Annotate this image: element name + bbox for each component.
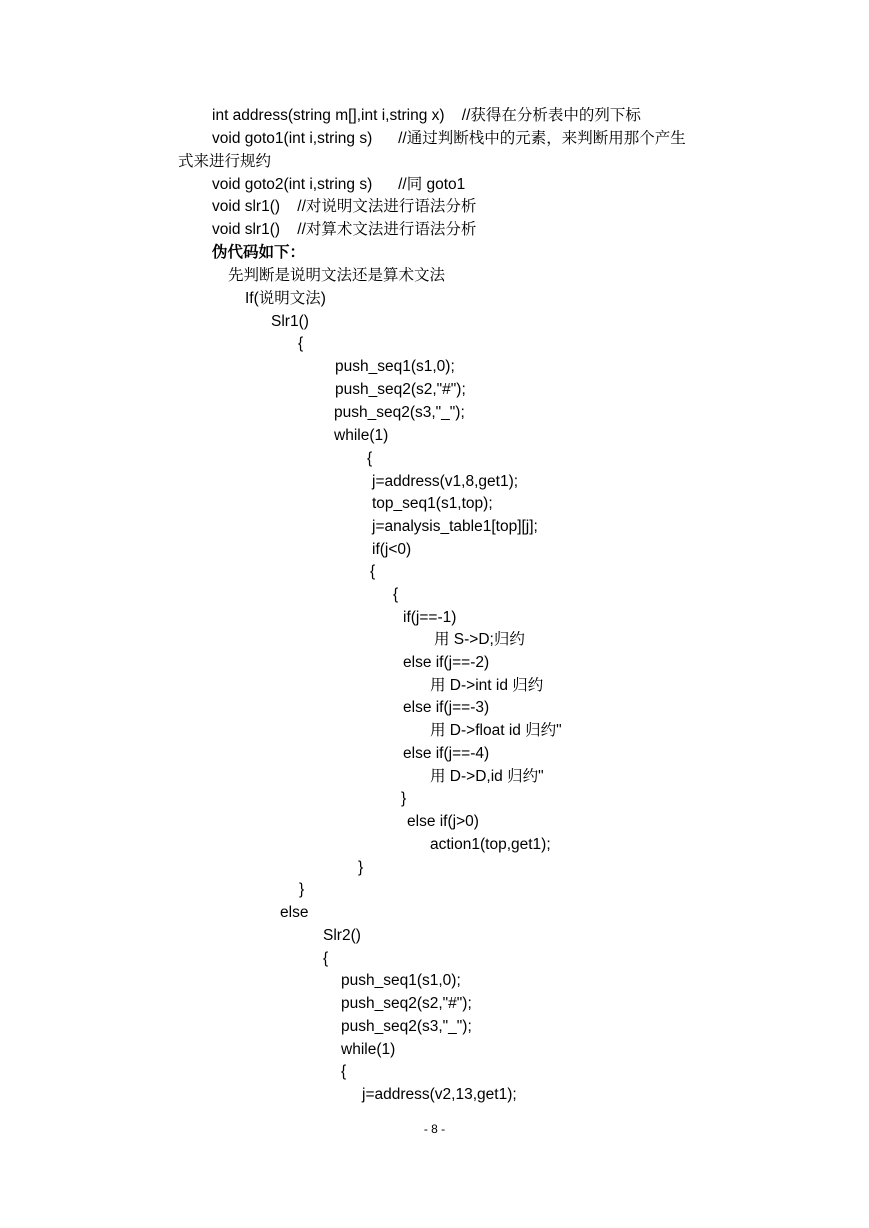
code-line: } xyxy=(401,790,407,807)
code-line: 式来进行规约 xyxy=(178,153,272,170)
code-line: { xyxy=(370,563,376,580)
code-line: while(1) xyxy=(341,1041,396,1058)
code-line: push_seq2(s2,"#"); xyxy=(341,995,472,1012)
code-line: { xyxy=(393,586,399,603)
code-line: void goto2(int i,string s) //同 goto1 xyxy=(212,176,466,193)
code-line: push_seq1(s1,0); xyxy=(341,972,461,989)
code-line: j=address(v1,8,get1); xyxy=(372,473,519,490)
code-line: void goto1(int i,string s) //通过判断栈中的元素，来判断用那个产生 xyxy=(212,130,686,147)
code-line: { xyxy=(323,950,329,967)
code-line: else xyxy=(280,904,309,921)
code-line: push_seq1(s1,0); xyxy=(335,358,455,375)
code-line: else if(j==-3) xyxy=(403,699,490,716)
code-line: while(1) xyxy=(334,427,389,444)
code-line: { xyxy=(298,335,304,352)
code-line: if(j==-1) xyxy=(403,609,457,626)
code-line: j=analysis_table1[top][j]; xyxy=(372,518,538,535)
code-line: { xyxy=(341,1063,347,1080)
code-line: top_seq1(s1,top); xyxy=(372,495,493,512)
code-line: push_seq2(s3,"_"); xyxy=(341,1018,472,1035)
code-line: If(说明文法) xyxy=(245,290,326,307)
code-line: j=address(v2,13,get1); xyxy=(362,1086,517,1103)
code-line: { xyxy=(367,450,373,467)
code-line: } xyxy=(299,881,305,898)
page-number: - 8 - xyxy=(423,1122,446,1136)
code-line: void slr1() //对算术文法进行语法分析 xyxy=(212,221,477,238)
code-line: Slr1() xyxy=(271,313,309,330)
code-line: void slr1() //对说明文法进行语法分析 xyxy=(212,198,477,215)
code-line: Slr2() xyxy=(323,927,361,944)
code-line: 用 S->D;归约 xyxy=(434,631,525,648)
code-line: int address(string m[],int i,string x) //获得在分析表中的列下标 xyxy=(212,107,641,124)
code-line: } xyxy=(358,859,364,876)
code-line: push_seq2(s2,"#"); xyxy=(335,381,466,398)
code-line: else if(j==-2) xyxy=(403,654,490,671)
code-line: else if(j==-4) xyxy=(403,745,490,762)
section-heading: 伪代码如下： xyxy=(212,244,306,261)
code-line: else if(j>0) xyxy=(407,813,479,830)
code-line: action1(top,get1); xyxy=(430,836,551,853)
code-line: 用 D->D,id 归约" xyxy=(430,768,544,785)
code-line: if(j<0) xyxy=(372,541,412,558)
code-line: push_seq2(s3,"_"); xyxy=(334,404,465,421)
code-line: 用 D->int id 归约 xyxy=(430,677,544,694)
code-line: 先判断是说明文法还是算术文法 xyxy=(228,267,446,284)
code-line: 用 D->float id 归约" xyxy=(430,722,562,739)
